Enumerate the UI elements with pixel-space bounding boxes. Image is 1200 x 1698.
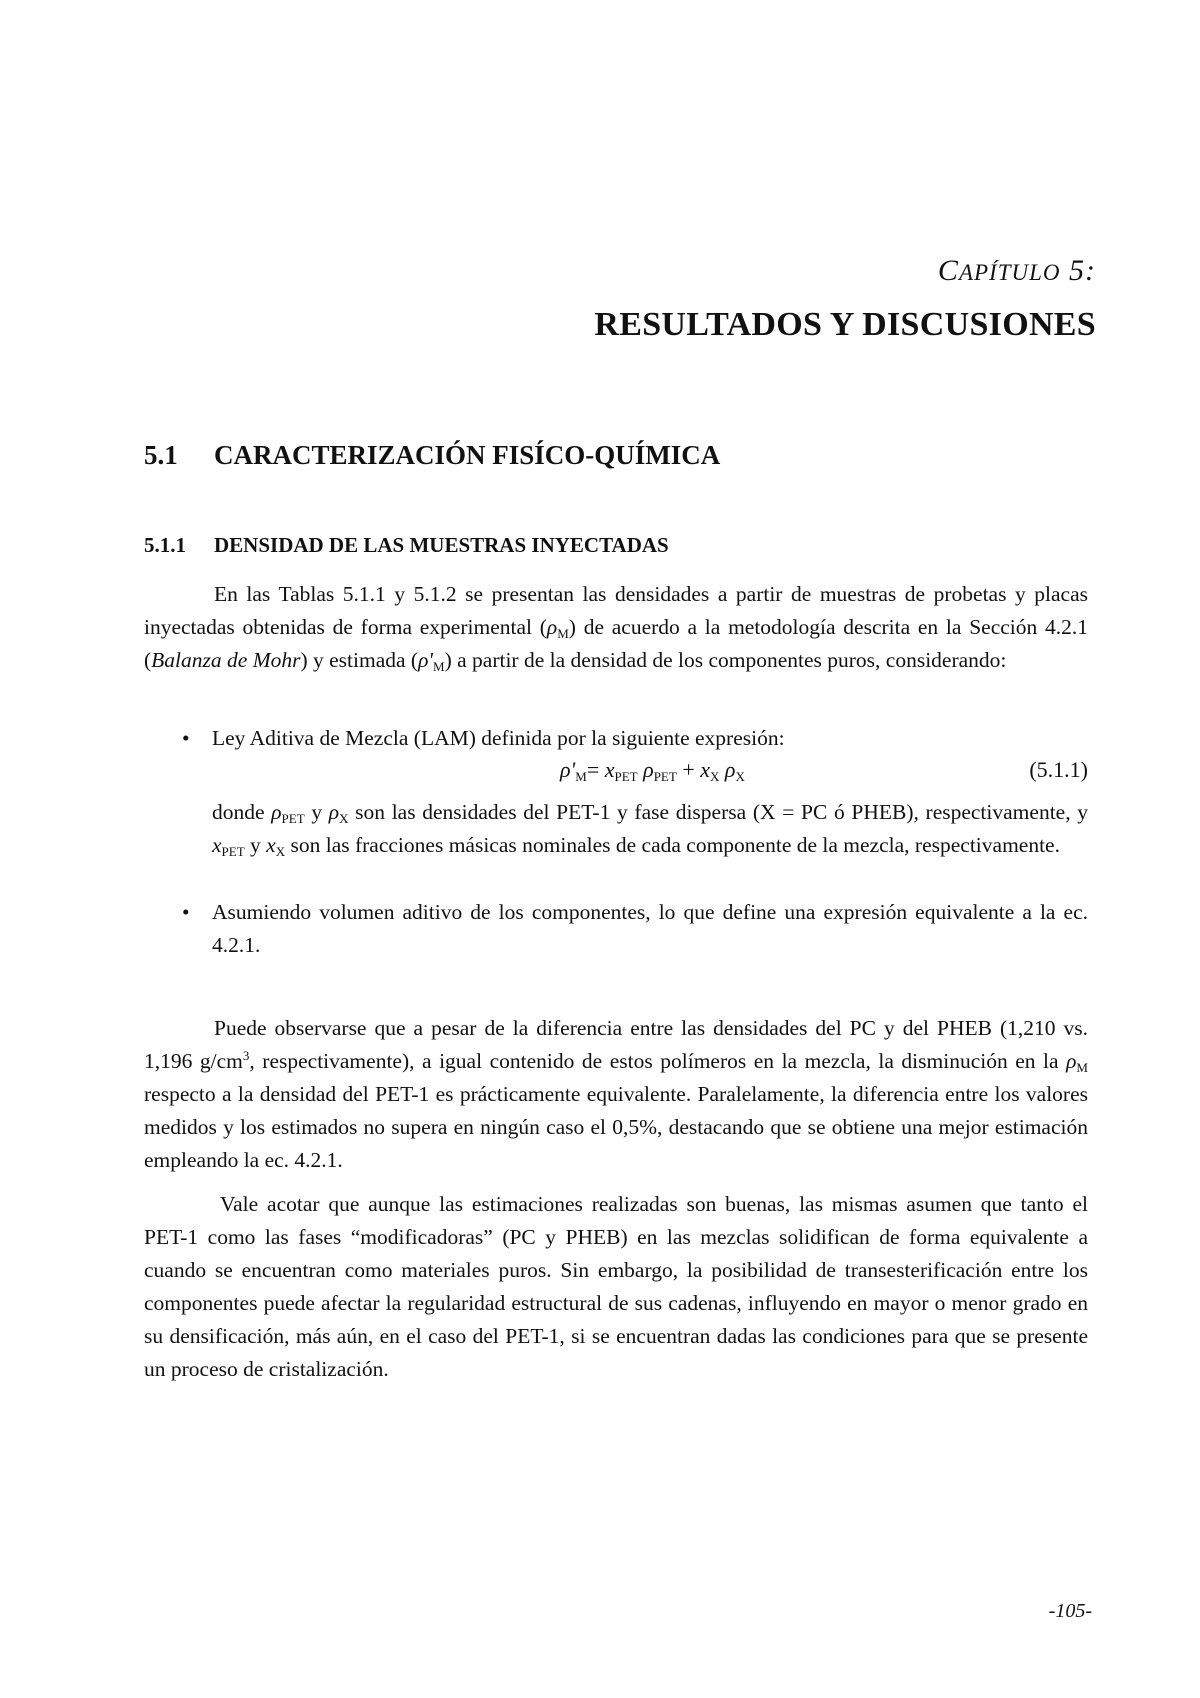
paragraph-text: y [244, 833, 267, 857]
eq-plus: + [676, 757, 701, 782]
section-heading [144, 440, 720, 471]
chapter-label-word: APÍTULO [958, 260, 1061, 285]
bullet-item-volume [176, 896, 1088, 962]
paragraph-intro [144, 578, 1088, 677]
eq-lhs: ρ' [560, 757, 576, 782]
rho-symbol: ρ [546, 615, 558, 639]
subscript: PET [221, 844, 245, 859]
eq-x-x: x [700, 757, 711, 782]
subscript: M [433, 659, 445, 674]
chapter-label-number: 5: [1060, 254, 1096, 287]
section-title: CARACTERIZACIÓN FISÍCO-QUÍMICA [214, 440, 721, 470]
bullet-text: Asumiendo volumen aditivo de los componentes, lo que define una expresión equivalente a la ec. 4.2.1. [212, 900, 1088, 957]
subscript: M [1076, 1060, 1088, 1075]
x-symbol: x [266, 833, 276, 857]
rho-symbol: ρ [271, 800, 282, 824]
eq-rho-pet: ρ [637, 757, 654, 782]
eq-equals: = [586, 757, 605, 782]
paragraph-text: , respectivamente), a igual contenido de estos polímeros en la mezcla, la disminución en la [249, 1049, 1067, 1073]
bullet-text: Ley Aditiva de Mezcla (LAM) definida por la siguiente expresión: [212, 726, 785, 750]
superscript: 3 [242, 1047, 250, 1063]
section-number: 5.1 [144, 440, 178, 470]
paragraph-text: Puede observarse que a pesar de la diferencia entre las densidades del PC y del PHEB (1,210 vs. 1,196 g/cm [144, 1016, 1088, 1073]
paragraph-text: respecto a la densidad del PET-1 es prácticamente equivalente. Paralelamente, la diferencia entre los valores medidos y los estimados no supera en ningún caso el 0,5%, destacando que se obtiene una mejor estimación empleando la ec. 4.2.1. [144, 1082, 1088, 1172]
eq-rho-x: ρ [719, 757, 736, 782]
paragraph-text: En las Tablas 5.1.1 y 5.1.2 se presentan las densidades a partir de muestras de probetas y placas inyectadas obtenidas de forma experimental ( [144, 582, 1088, 639]
subscript: PET [614, 769, 638, 784]
equation [560, 757, 745, 783]
subsection-heading [144, 533, 669, 558]
paragraph-text: donde [212, 800, 272, 824]
subsection-number: 5.1.1 [144, 533, 186, 557]
bullet-icon: • [182, 726, 190, 750]
bullet-icon: • [182, 900, 190, 924]
subscript: X [339, 811, 349, 826]
rho-prime-symbol: ρ' [418, 648, 434, 672]
chapter-label [938, 254, 1096, 288]
subscript: PET [281, 811, 305, 826]
italic-reference: Balanza de Mohr [151, 648, 301, 672]
chapter-title: RESULTADOS Y DISCUSIONES [594, 306, 1096, 343]
paragraph-text: ) y estimada ( [300, 648, 419, 672]
subscript: X [710, 769, 720, 784]
subsection-title: DENSIDAD DE LAS MUESTRAS INYECTADAS [214, 533, 669, 557]
paragraph-text: ) de acuerdo a la metodología descrita en la Sección 4.2.1 ( [144, 615, 1088, 672]
subscript: M [575, 769, 587, 784]
paragraph-remarks: Vale acotar que aunque las estimaciones realizadas son buenas, las mismas asumen que tanto el PET-1 como las fases “modificadoras” (PC y PHEB) en las mezclas solidifican de forma equivalente a cuando se encuentran como materiales puros. Sin embargo, la posibilidad de transesterificación entre los componentes puede afectar la regularidad estructural de sus cadenas, influyendo en mayor o menor grado en su densificación, más aún, en el caso del PET-1, si se encuentran dadas las condiciones para que se presente un proceso de cristalización. [144, 1192, 1088, 1381]
subscript: X [735, 769, 745, 784]
page-number: -105- [1048, 1600, 1092, 1622]
equation-number: (5.1.1) [1029, 757, 1088, 782]
paragraph-text: y [304, 800, 329, 824]
rho-symbol: ρ [328, 800, 340, 824]
subscript: X [275, 844, 286, 859]
subscript: M [557, 626, 569, 641]
bullet-item-lam [176, 722, 1088, 755]
paragraph-text: son las densidades del PET-1 y fase dispersa (X = PC ó PHEB), respectivamente, y [348, 800, 1089, 824]
paragraph-observations [144, 1012, 1088, 1177]
subscript: PET [653, 769, 677, 784]
equation-explanation [212, 796, 1088, 862]
x-symbol: x [212, 833, 222, 857]
chapter-label-initial: C [937, 254, 959, 287]
paragraph-text: ) a partir de la densidad de los componentes puros, considerando: [444, 648, 1007, 672]
eq-x-pet: x [604, 757, 615, 782]
rho-symbol: ρ [1066, 1049, 1077, 1073]
paragraph-text: son las fracciones másicas nominales de cada componente de la mezcla, respectivamente. [285, 833, 1060, 857]
